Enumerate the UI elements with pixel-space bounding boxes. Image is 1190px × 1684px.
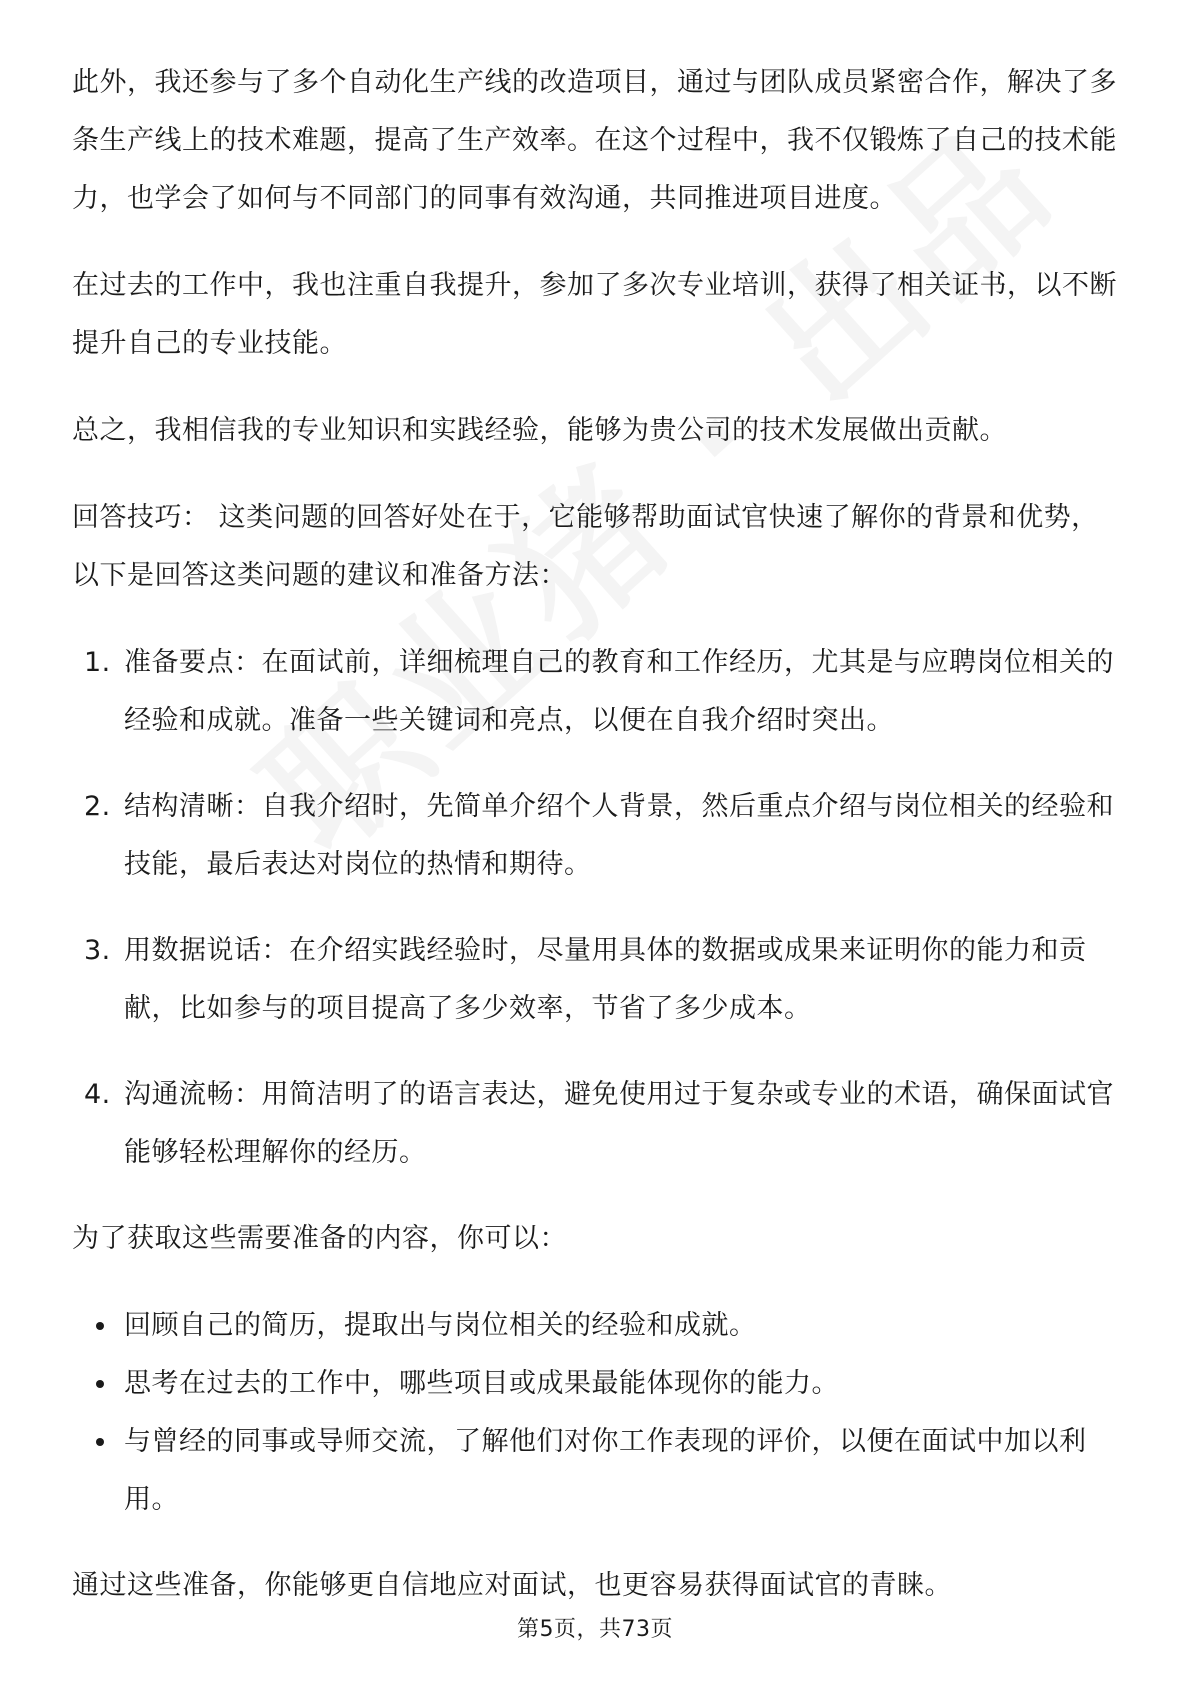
list-item [72,778,1117,894]
list-item-text: 准备要点：在面试前，详细梳理自己的教育和工作经历，尤其是与应聘岗位相关的经验和成就。准备一些关键词和亮点，以便在自我介绍时突出。 [124,647,1114,736]
bullet-icon [96,1380,104,1388]
list-number: 4. [84,1079,111,1110]
paragraph-answer-tips: 回答技巧： 这类问题的回答好处在于，它能够帮助面试官快速了解你的背景和优势，以下是回答这类问题的建议和准备方法： [72,502,1099,591]
bullet-icon [96,1438,104,1446]
document-body [72,54,1117,1644]
list-number: 1. [84,647,111,678]
list-item-text: 结构清晰：自我介绍时，先简单介绍个人背景，然后重点介绍与岗位相关的经验和技能，最后表达对岗位的热情和期待。 [124,791,1114,880]
list-item-text: 沟通流畅：用简洁明了的语言表达，避免使用过于复杂或专业的术语，确保面试官能够轻松理解你的经历。 [124,1079,1114,1168]
list-item-text: 回顾自己的简历，提取出与岗位相关的经验和成就。 [124,1310,757,1341]
list-number: 3. [84,935,111,966]
list-item [72,1355,1117,1413]
paragraph-preparation-intro: 为了获取这些需要准备的内容，你可以： [72,1223,567,1254]
paragraph-project-experience: 此外，我还参与了多个自动化生产线的改造项目，通过与团队成员紧密合作，解决了多条生产线上的技术难题，提高了生产效率。在这个过程中，我不仅锻炼了自己的技术能力，也学会了如何与不同部门的同事有效沟通，共同推进项目进度。 [72,67,1117,214]
bullet-icon [96,1322,104,1330]
paragraph-self-improvement: 在过去的工作中，我也注重自我提升，参加了多次专业培训，获得了相关证书，以不断提升自己的专业技能。 [72,270,1117,359]
list-item-text: 用数据说话：在介绍实践经验时，尽量用具体的数据或成果来证明你的能力和贡献，比如参与的项目提高了多少效率，节省了多少成本。 [124,935,1087,1024]
preparation-bullet-list [72,1297,1117,1529]
list-item [72,1066,1117,1182]
list-item [72,1413,1117,1529]
paragraph-conclusion: 通过这些准备，你能够更自信地应对面试，也更容易获得面试官的青睐。 [72,1570,952,1601]
list-item-text: 思考在过去的工作中，哪些项目或成果最能体现你的能力。 [124,1368,839,1399]
list-number: 2. [84,791,111,822]
list-item-text: 与曾经的同事或导师交流，了解他们对你工作表现的评价，以便在面试中加以利用。 [124,1426,1087,1515]
list-item [72,922,1117,1038]
list-item [72,634,1117,750]
list-item [72,1297,1117,1355]
paragraph-summary: 总之，我相信我的专业知识和实践经验，能够为贵公司的技术发展做出贡献。 [72,415,1007,446]
page-number: 第5页，共73页 [517,1617,673,1642]
tips-numbered-list [72,634,1117,1182]
